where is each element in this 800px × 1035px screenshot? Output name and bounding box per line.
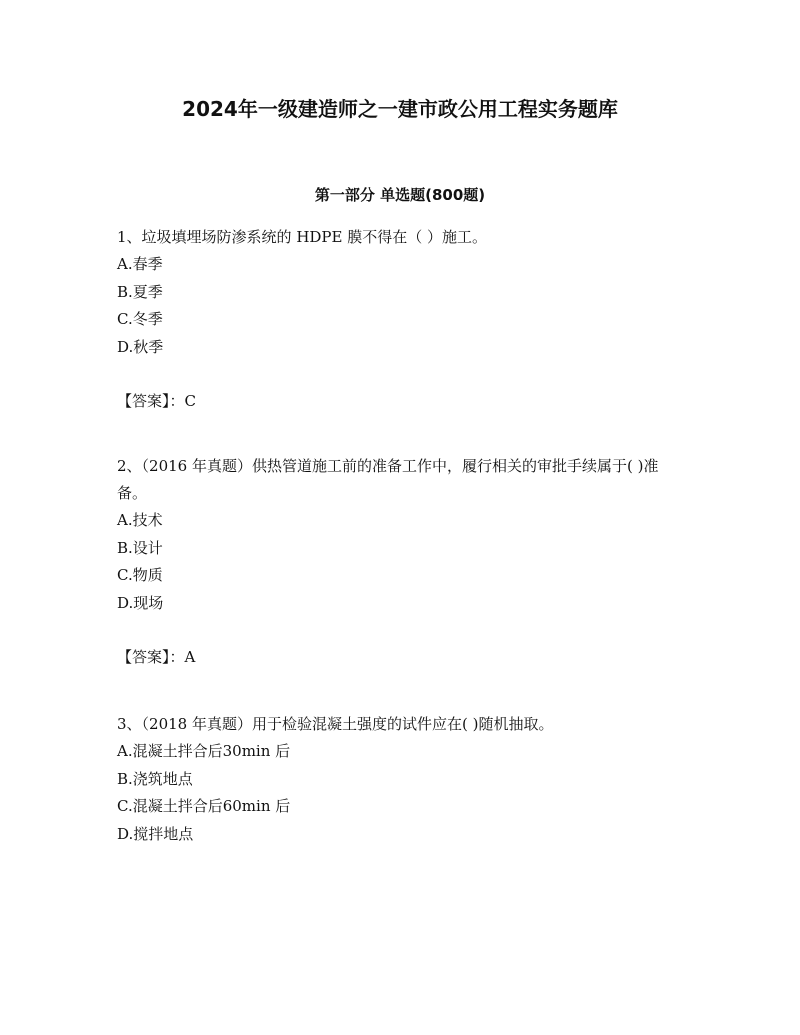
question-3 (117, 711, 677, 848)
option-a: A.技术 (117, 511, 163, 529)
option-list (117, 507, 677, 617)
option-list (117, 251, 677, 361)
option-d: D.现场 (117, 593, 164, 612)
answer (117, 645, 677, 669)
option-list (117, 738, 677, 848)
option-c: C.冬季 (117, 310, 163, 328)
option-c: C.混凝土拌合后60min 后 (117, 797, 291, 815)
option-d: D.秋季 (117, 337, 164, 356)
answer-label: 【答案】： (117, 392, 185, 410)
option-a: A.春季 (117, 255, 163, 273)
option-b: B.浇筑地点 (117, 769, 193, 788)
option-d: D.搅拌地点 (117, 824, 194, 843)
question-1 (117, 224, 677, 413)
option-b: B.夏季 (117, 282, 163, 301)
answer-label: 【答案】： (117, 648, 185, 666)
option-c: C.物质 (117, 566, 163, 584)
answer-value: C (184, 392, 196, 410)
question-2 (117, 453, 677, 669)
question-stem: 1、垃圾填埋场防渗系统的 HDPE 膜不得在（ ）施工。 (117, 228, 487, 246)
section-title: 第一部分 单选题(800题) (314, 186, 486, 204)
option-b: B.设计 (117, 538, 163, 557)
document-title: 2024年一级建造师之一建市政公用工程实务题库 (182, 97, 618, 121)
question-stem: 2、（2016 年真题）供热管道施工前的准备工作中，履行相关的审批手续属于( )准备。 (117, 457, 659, 502)
question-stem: 3、（2018 年真题）用于检验混凝土强度的试件应在( )随机抽取。 (117, 715, 554, 733)
option-a: A.混凝土拌合后30min 后 (117, 742, 291, 760)
answer (117, 389, 677, 413)
answer-value: A (184, 648, 196, 666)
